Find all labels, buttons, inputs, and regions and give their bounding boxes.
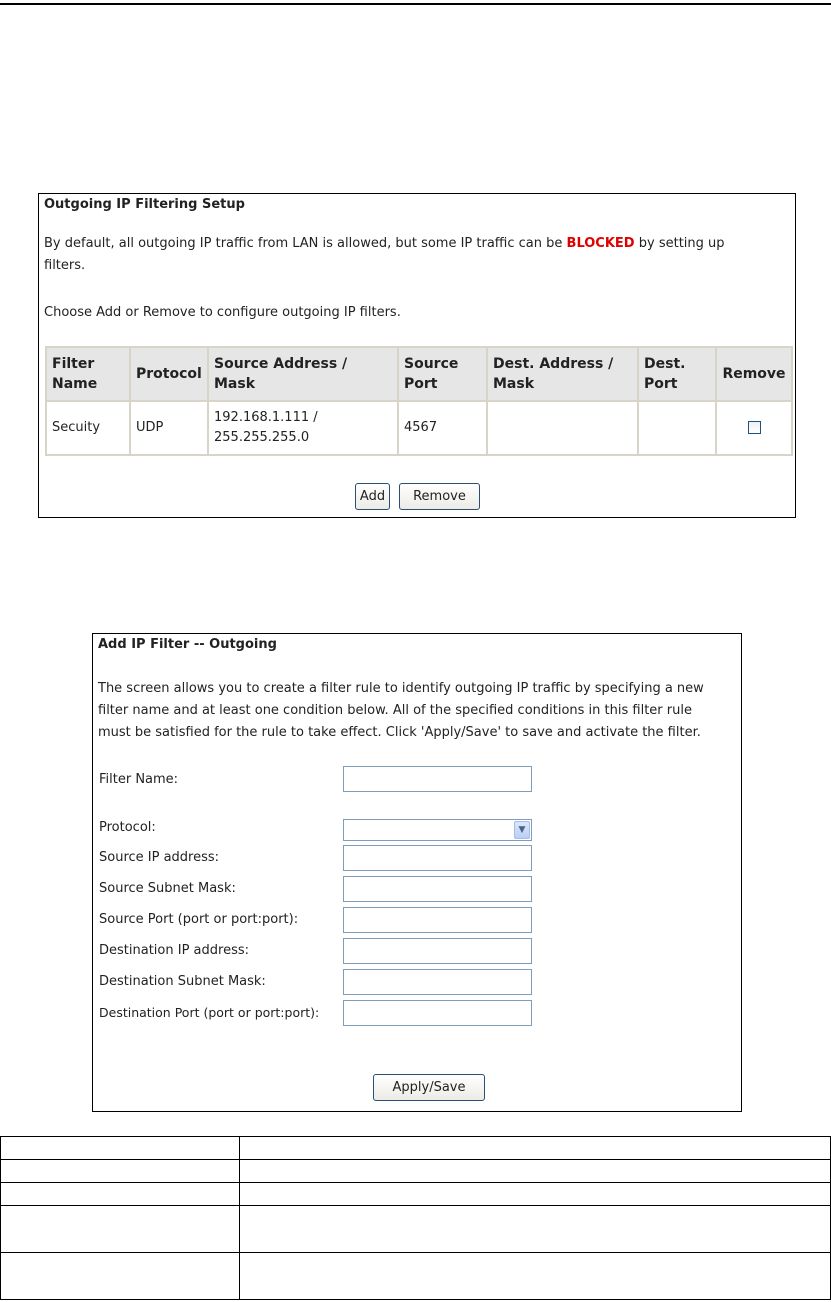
dest-port-input[interactable] <box>343 1000 532 1026</box>
intro-text-part: By default, all outgoing IP traffic from LAN is allowed, but some IP traffic can be <box>44 236 567 251</box>
remove-button[interactable]: Remove <box>399 483 480 510</box>
col-remove <box>716 347 792 401</box>
col-dest-port <box>638 347 716 401</box>
table-cell <box>240 1253 831 1300</box>
header-line: Port <box>404 376 438 392</box>
table-cell <box>240 1206 831 1253</box>
source-mask-input[interactable] <box>343 876 532 902</box>
table-cell <box>1 1253 240 1300</box>
cell-dest-port <box>638 401 716 455</box>
apply-save-button[interactable]: Apply/Save <box>373 1074 485 1101</box>
header-line: Name <box>52 376 98 392</box>
table-row <box>1 1183 831 1206</box>
table-header-row <box>46 347 792 401</box>
dest-ip-input[interactable] <box>343 938 532 964</box>
table-cell <box>1 1183 240 1206</box>
dest-mask-input[interactable] <box>343 969 532 995</box>
source-port-label: Source Port (port or port:port): <box>99 912 299 927</box>
source-address-line: 192.168.1.111 / <box>214 410 318 425</box>
header-line: Remove <box>722 366 786 382</box>
chevron-down-icon[interactable]: ▼ <box>514 821 530 839</box>
dest-mask-label: Destination Subnet Mask: <box>99 974 266 989</box>
add-ip-filter-panel <box>92 633 742 1112</box>
description-line: filter name and at least one condition below. All of the specified conditions in this filter rule <box>98 703 692 718</box>
col-dest-address <box>487 347 638 401</box>
source-port-input[interactable] <box>343 907 532 933</box>
dest-ip-label: Destination IP address: <box>99 943 249 958</box>
cell-protocol: UDP <box>130 401 208 455</box>
header-line: Protocol <box>136 366 202 382</box>
table-row <box>1 1160 831 1183</box>
source-ip-label: Source IP address: <box>99 850 220 865</box>
table-row <box>1 1206 831 1253</box>
table-cell <box>1 1160 240 1183</box>
table-cell <box>1 1137 240 1160</box>
page-top-rule <box>0 3 831 5</box>
cell-remove <box>716 401 792 455</box>
dest-port-label: Destination Port (port or port:port): <box>99 1005 320 1020</box>
description-line: must be satisfied for the rule to take effect. Click 'Apply/Save' to save and activate the filter. <box>98 725 701 740</box>
filter-name-label: Filter Name: <box>99 772 179 787</box>
col-filter-name <box>46 347 130 401</box>
panel-title: Add IP Filter -- Outgoing <box>98 637 277 652</box>
table-row <box>1 1253 831 1300</box>
intro-text <box>44 233 725 255</box>
header-line: Source <box>404 356 459 372</box>
header-line: Filter <box>52 356 95 372</box>
source-mask-label: Source Subnet Mask: <box>99 881 236 896</box>
cell-filter-name: Secuity <box>46 401 130 455</box>
cell-source-address <box>208 401 398 455</box>
intro-text-part: by setting up <box>634 236 725 251</box>
header-line: Mask <box>214 376 256 392</box>
blocked-highlight: BLOCKED <box>566 236 635 251</box>
source-ip-input[interactable] <box>343 845 532 871</box>
col-source-port <box>398 347 487 401</box>
table-row <box>1 1137 831 1160</box>
outgoing-filter-setup-panel <box>38 193 796 518</box>
table-row <box>46 401 792 455</box>
table-cell <box>240 1137 831 1160</box>
filter-name-input[interactable] <box>343 766 532 792</box>
table-cell <box>240 1183 831 1206</box>
filter-table <box>45 346 793 456</box>
protocol-select[interactable] <box>343 819 532 841</box>
col-source-address <box>208 347 398 401</box>
description-line: The screen allows you to create a filter rule to identify outgoing IP traffic by specifying a new <box>98 681 704 696</box>
source-mask-line: 255.255.255.0 <box>214 430 310 445</box>
description-table <box>0 1136 831 1300</box>
cell-source-port: 4567 <box>398 401 487 455</box>
header-line: Dest. Address / <box>493 356 614 372</box>
col-protocol <box>130 347 208 401</box>
instruction-text: Choose Add or Remove to configure outgoing IP filters. <box>44 305 401 320</box>
intro-text-line2: filters. <box>44 258 86 273</box>
add-button[interactable]: Add <box>355 483 390 510</box>
protocol-label: Protocol: <box>99 820 156 835</box>
header-line: Port <box>644 376 678 392</box>
header-line: Mask <box>493 376 535 392</box>
panel-title: Outgoing IP Filtering Setup <box>44 197 245 212</box>
cell-dest-address <box>487 401 638 455</box>
header-line: Source Address / <box>214 356 348 372</box>
table-cell <box>1 1206 240 1253</box>
table-cell <box>240 1160 831 1183</box>
header-line: Dest. <box>644 356 686 372</box>
remove-checkbox[interactable] <box>748 421 761 434</box>
